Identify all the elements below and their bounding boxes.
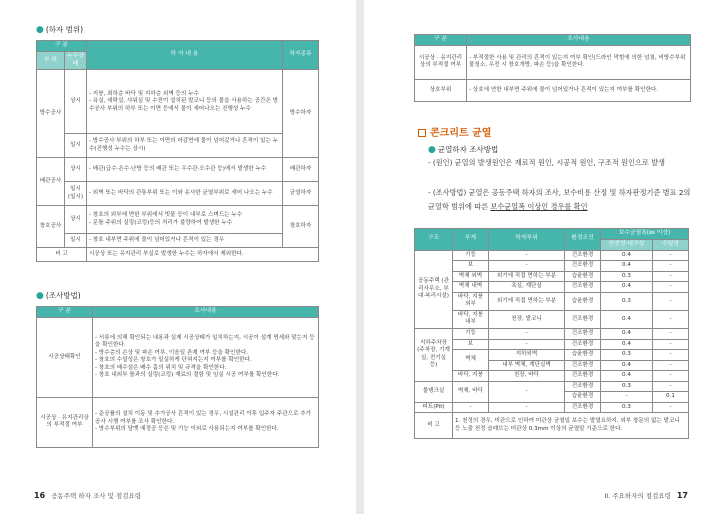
table-cell: 0.1 [653, 392, 689, 403]
table-cell: - [653, 271, 689, 282]
table-cell: 벽체 외벽 [453, 271, 489, 282]
header-cell: 구조 [415, 229, 453, 251]
table-cell: 0.4 [601, 371, 653, 382]
table-cell: 건조환경 [565, 310, 601, 328]
table-cell: 배관하자 [283, 158, 319, 182]
table-cell: - [653, 371, 689, 382]
table-cell: 기둥 [453, 329, 489, 340]
header-cell: 조사내용 [467, 35, 691, 46]
table-cell: 0.4 [601, 261, 653, 272]
table-cell: - [653, 350, 689, 361]
table-cell: 0.4 [601, 360, 653, 371]
table-cell: - [489, 339, 565, 350]
table-cell: 일시 [65, 134, 87, 158]
table-cell: 건조환경 [565, 381, 601, 392]
table-cell: 천장, 발코니 [489, 310, 565, 328]
subheader-cell: 안전성·내구성 [601, 239, 653, 250]
table-cell: - 상호에 연한 내부면 주위에 물이 넘어있거나 흔적이 있는지 여부를 확인한다. [467, 79, 691, 101]
table-cell: 배관공사 [37, 158, 65, 206]
table-cell: 창호하자 [283, 206, 319, 248]
table-cell: - [653, 329, 689, 340]
table-cell: 벽체, 바닥 [453, 381, 489, 402]
table-cell: 0.3 [601, 292, 653, 310]
table-cell: 0.3 [601, 381, 653, 392]
table-cell: 습윤환경 [565, 350, 601, 361]
table-cell: - [653, 310, 689, 328]
method-paragraph-text: - (조사방법) 균열은 공동주택 하자의 조사, 보수비용 산정 및 하자판정기준 별표 2의 균열학 범위에 따른 [428, 188, 691, 211]
header-cell: 부재 [453, 229, 489, 251]
table-cell: 외기에 직접 면하는 부분 [489, 292, 565, 310]
note-text: 시공상 또는 유지관리 부실로 발생한 누수는 하자에서 제외한다. [87, 248, 319, 262]
table-cell: - [653, 402, 689, 413]
table-cell: - [653, 261, 689, 272]
table-cell: - [653, 381, 689, 392]
note-text: 1. 천정의 경우, 미관으로 인하여 미관상 균열일 보수는 발열요하지, 외부 창문의 없는 발코니 등 노출 천정 슬래브는 미관상 0.3mm 이상의 균열말 기준으로 한다. [453, 413, 689, 439]
crack-table [414, 228, 689, 439]
table-cell: 건조환경 [565, 282, 601, 293]
header-cell: 구 분 [37, 41, 87, 52]
right-footer [604, 491, 694, 500]
table-cell: - [489, 261, 565, 272]
table-cell: 기둥 [453, 250, 489, 261]
header-cell: 조사내용 [93, 307, 319, 318]
table-cell: - 준공률의 설치 이동 및 추가공사 흔적이 있는 경우, 시설관리 이후 입주자 주관으로 추가공사 시행 여부를 조사 확인한다. - 방수부위의 담뱃 예정공 등은 및 기능 이외로 사용되는지 여부를 확인한다. [93, 397, 319, 447]
method-heading: ● (조사방법) [36, 291, 81, 301]
table-cell: 0.4 [601, 250, 653, 261]
table-cell: - 배관(급수·온수·난방 등의 배관 또는 우수관·오수관 등)에서 발생한 누수 [87, 158, 283, 182]
table-cell: 물탱크실 [415, 381, 453, 402]
table-cell: - [453, 402, 489, 413]
method-paragraph-highlight: 보수균열폭 이상인 경우를 확인 [490, 201, 588, 211]
table-cell: 0.3 [601, 402, 653, 413]
method-table [36, 306, 319, 448]
table-cell: 피트(Pit) [415, 402, 453, 413]
right-page [364, 0, 720, 514]
table-cell: 공동주택 (관리사무소, 부대·복리시설) [415, 250, 453, 328]
table-cell: 습윤환경 [565, 292, 601, 310]
table-cell: - [489, 329, 565, 340]
table-cell: 시공상태확인 [37, 317, 93, 397]
table-cell: - [653, 250, 689, 261]
table-cell: - [653, 292, 689, 310]
footer-chapter: II. 주요하자의 점검요령 [604, 492, 671, 500]
header-cell: 하자부위 [489, 229, 565, 251]
table-cell: 0.4 [601, 339, 653, 350]
note-label: 비 고 [415, 413, 453, 439]
table-cell: 건조환경 [565, 261, 601, 272]
subheader-cell: 수밀성 [653, 239, 689, 250]
table-cell: - 창호 내부면 주위에 물이 넘어있거나 흔적이 있는 경우 [87, 234, 283, 248]
table-cell: - 지붕, 최하층 바닥 및 지하층 외벽 등의 누수 - 욕실, 세탁실, 샤워실 및 수전이 설치된 발코니 등의 물을 사용하는 공간은 방수공사 부위의 하부 또는 이면 등에서 물이 새어나오는 진행성 누수 [87, 70, 283, 134]
table-cell: 방수공사 [37, 70, 65, 158]
table-cell: - 외벽 또는 바닥의 관통부위 또는 이와 유사한 균열부위로 새어 나오는 누수 [87, 182, 283, 206]
table-cell: 0.3 [601, 271, 653, 282]
page-number: 16 [34, 491, 46, 500]
header-cell: 구 분 [37, 307, 93, 318]
left-footer [28, 491, 141, 500]
table-cell: 건조환경 [565, 329, 601, 340]
table-cell: 균열하자 [283, 182, 319, 206]
table-cell: 일시 (일시) [65, 182, 87, 206]
page-number: 17 [676, 491, 688, 500]
scope-heading: ● (하자 범위) [36, 25, 84, 35]
table-cell: 보 [453, 339, 489, 350]
table-cell: 습윤환경 [565, 392, 601, 403]
table-cell: - [653, 282, 689, 293]
table-cell: 건조환경 [565, 250, 601, 261]
header-cell: 보수균열폭(㎜ 이상) [601, 229, 689, 240]
header-cell: 환경조건 [565, 229, 601, 251]
table-cell: 창호공사 [37, 206, 65, 248]
table-cell: 벽체 내벽 [453, 282, 489, 293]
table-cell: - 서류에 의해 확인되는 내용과 실제 시공상태가 일치하는지, 시공이 설계 명세와 맞는지 등을 확인한다. - 방수층의 손상 및 파손 여부, 이음일 존재 여부 등을 확인한다. - 창호의 수밀성은 창호가 밀실하게 단혀지는지 여부를 확인한다. - 창호의 배수설은 배수 홈의 위치 및 규격을 확인한다. - 창호 내외부 틀과의 실링(코킹) 재료의 결함 및 임실 시공 여부를 확인한다. [93, 317, 319, 397]
table-cell: - [653, 360, 689, 371]
table-cell: 바닥, 지붕 내부 [453, 310, 489, 328]
header-cell: 하자종류 [283, 41, 319, 70]
table-cell: 상시 [65, 158, 87, 182]
table-cell: - [653, 339, 689, 350]
method-paragraph [428, 186, 698, 213]
table-cell: - 방수공사 부위의 하부 또는 이면의 마감면에 물이 넘어갔거나 흔적이 있는 누수(진행성 누수는 상시) [87, 134, 283, 158]
table-cell: 건조환경 [565, 402, 601, 413]
table-cell: 건조환경 [565, 360, 601, 371]
cause-paragraph: - (원인) 균열의 발생원인은 재료적 원인, 시공적 원인, 구조적 원인으로 발생 [428, 158, 665, 167]
table-cell: 0.3 [601, 350, 653, 361]
table-cell: 건조환경 [565, 371, 601, 382]
footer-title: 공동주택 하자 조사 및 점검요령 [51, 492, 142, 500]
table-cell: 일시 [65, 234, 87, 248]
table-cell: 상시 [65, 206, 87, 234]
table-cell: 바닥, 지붕 외부 [453, 292, 489, 310]
table-cell: - [601, 392, 653, 403]
table-cell: 바닥, 지붕 [453, 371, 489, 382]
scope-table [36, 40, 319, 262]
table-cell: 벽체 [453, 350, 489, 371]
table-cell: 건조환경 [565, 339, 601, 350]
table-cell: - [489, 381, 565, 402]
note-label: 비 고 [37, 248, 87, 262]
table-cell: 0.4 [601, 310, 653, 328]
table-cell: 외기에 직접 면하는 부분 [489, 271, 565, 282]
table-cell: 지하주차장 (주차장, 기계실, 전기실 등) [415, 329, 453, 382]
table-cell: 상시 [65, 70, 87, 134]
subheader-cell: 부 위 [37, 51, 65, 70]
table-cell: - [489, 250, 565, 261]
top-table [414, 34, 691, 102]
table-cell: - 창호의 외부에 면한 부위에서 빗물 등이 내부로 스며드는 누수 - 문틀 주위의 실링(코킹)등의 처리가 불량하여 발생한 누수 [87, 206, 283, 234]
table-cell: 지하외벽 [489, 350, 565, 361]
section-title: 콘크리트 균열 [418, 124, 491, 139]
table-cell: 방수하자 [283, 70, 319, 158]
table-cell: 천장, 바닥 [489, 371, 565, 382]
table-cell: 시공상 · 유지관리상의 부적절 여부 [415, 45, 467, 79]
table-cell: 욕실, 계단실 [489, 282, 565, 293]
table-cell: 0.4 [601, 329, 653, 340]
table-cell: 내부 벽체, 계단실벽 [489, 360, 565, 371]
table-cell: - [489, 402, 565, 413]
table-cell: 시공상 · 유지관리상의 부적절 여부 [37, 397, 93, 447]
header-cell: 구 분 [415, 35, 467, 46]
table-cell: 보 [453, 261, 489, 272]
table-cell: - 부적절한 사용 및 관리의 흔적이 있는지 여부 확인(드라인 막힘에 의한 넘침, 비방수부위 물청소, 우전 시 창호개방, 파손 등)을 확인한다. [467, 45, 691, 79]
table-cell: 상호부위 [415, 79, 467, 101]
header-cell: 하 자 내 용 [87, 41, 283, 70]
left-page [0, 0, 356, 514]
crack-method-heading: ● 균열하자 조사방법 [428, 145, 499, 155]
table-cell: 0.4 [601, 282, 653, 293]
table-cell: 습윤환경 [565, 271, 601, 282]
subheader-cell: 누수상태 [65, 51, 87, 70]
